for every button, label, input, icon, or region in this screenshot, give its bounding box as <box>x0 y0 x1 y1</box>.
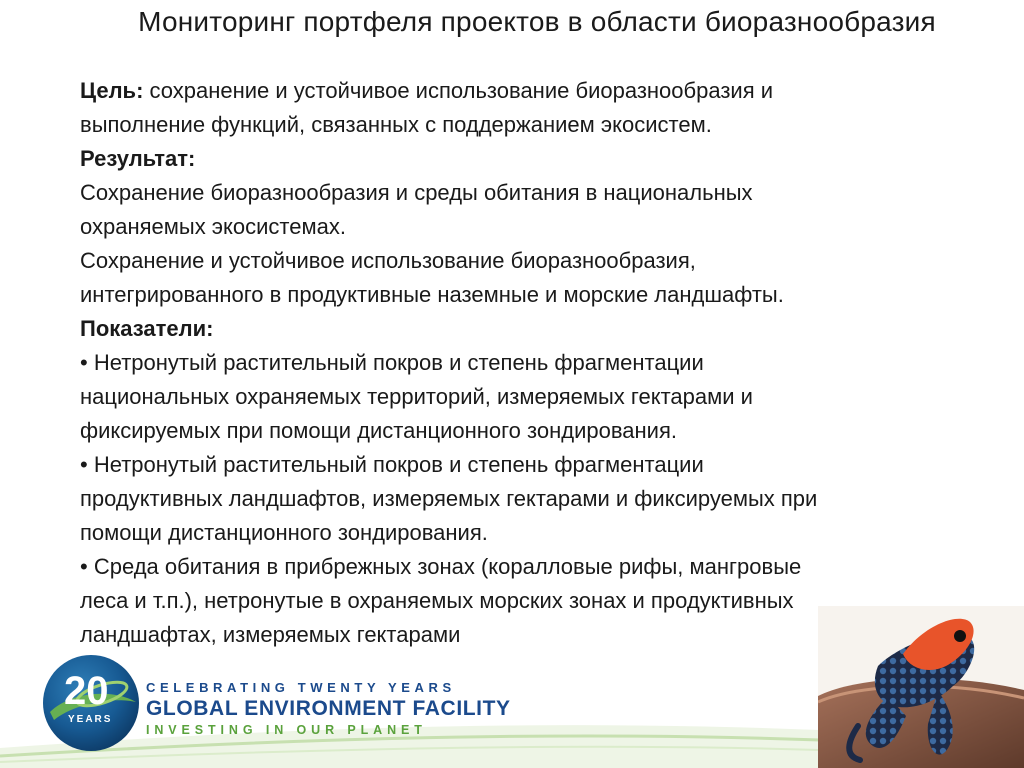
badge-number: 20 <box>64 669 109 713</box>
gef-logo-text <box>146 680 511 738</box>
bullet-item: национальных охраняемых территорий, измеряемых гектарами и <box>80 384 753 409</box>
logo-celebrating: CELEBRATING TWENTY YEARS <box>146 680 456 695</box>
bullet-item: леса и т.п.), нетронутые в охраняемых морских зонах и продуктивных <box>80 588 794 613</box>
indicators-label <box>80 312 980 346</box>
goal-label: Цель: <box>80 78 144 103</box>
logo-org-name: GLOBAL ENVIRONMENT FACILITY <box>146 697 511 720</box>
frog-image <box>818 606 1024 768</box>
slide-body <box>80 74 980 652</box>
indicators-label-text: Показатели: <box>80 316 214 341</box>
result-label <box>80 142 980 176</box>
slide-title: Мониторинг портфеля проектов в области биоразнообразия <box>138 6 936 37</box>
result-label-text: Результат: <box>80 146 196 171</box>
result-text: Сохранение и устойчивое использование биоразнообразия, <box>80 248 696 273</box>
badge-years: YEARS <box>68 714 113 725</box>
logo-tagline: INVESTING IN OUR PLANET <box>146 723 427 737</box>
goal-text: сохранение и устойчивое использование биоразнообразия и <box>143 78 774 103</box>
bullet-item: фиксируемых при помощи дистанционного зондирования. <box>80 418 677 443</box>
bullet-item: помощи дистанционного зондирования. <box>80 520 488 545</box>
result-text: охраняемых экосистемах. <box>80 214 346 239</box>
gef-20-years-logo <box>40 652 142 754</box>
goal-text-cont: выполнение функций, связанных с поддержанием экосистем. <box>80 112 712 137</box>
bullet-item: • Среда обитания в прибрежных зонах (коралловые рифы, мангровые <box>80 554 802 579</box>
bullet-item: продуктивных ландшафтов, измеряемых гектарами и фиксируемых при <box>80 486 818 511</box>
bullet-item: • Нетронутый растительный покров и степень фрагментации <box>80 350 704 375</box>
result-text: интегрированного в продуктивные наземные и морские ландшафты. <box>80 282 784 307</box>
result-text: Сохранение биоразнообразия и среды обитания в национальных <box>80 180 753 205</box>
bullet-item: • Нетронутый растительный покров и степень фрагментации <box>80 452 704 477</box>
bullet-item: ландшафтах, измеряемых гектарами <box>80 622 461 647</box>
goal-line <box>80 74 980 108</box>
